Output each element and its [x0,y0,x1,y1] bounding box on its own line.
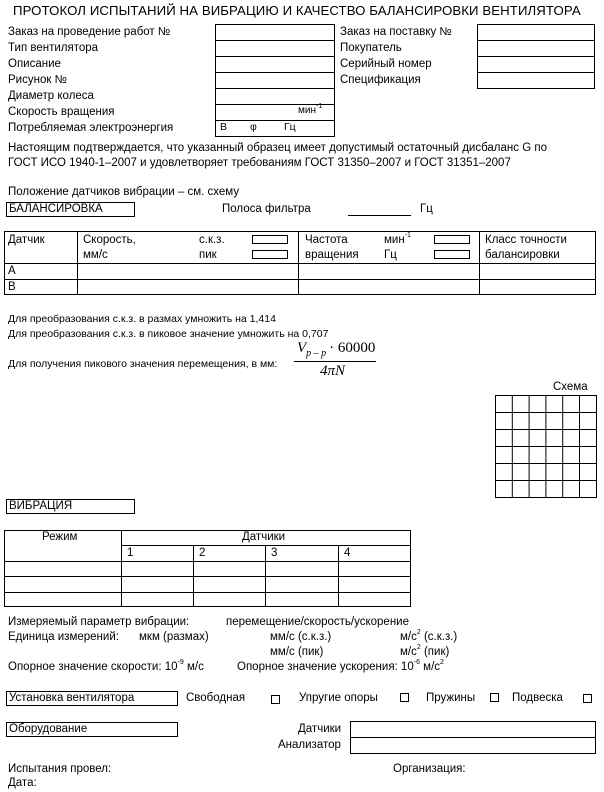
fan-type-input[interactable] [216,41,335,57]
certification-line-2: ГОСТ ИСО 1940-1–2007 и удовлетворяет требованиям ГОСТ 31350–2007 и ГОСТ 31351–2007 [8,157,511,169]
freq-rpm-checkbox[interactable] [434,235,470,244]
right-input-column [477,24,595,89]
reference-acceleration: Опорное значение ускорения: $10^{-6}$ $м/с^2$ [237,659,444,673]
unit-mms-rms: мм/с (с.к.з.) [270,631,332,643]
filter-band-unit: Гц [420,203,433,215]
field-label-supply-order: Заказ на поставку № [340,26,452,38]
speed-peak-label: пик [199,249,217,261]
formula-fraction-bar [294,361,376,362]
field-label-speed: Скорость вращения [8,106,115,118]
mounting-option-springs-checkbox[interactable] [490,693,499,702]
row-a-label: A [8,265,16,277]
filter-band-input[interactable] [348,215,411,216]
equipment-analyzer-input[interactable] [351,738,596,754]
vibration-header-label: ВИБРАЦИЯ [9,500,73,512]
unit-ms2-peak: $м/с^2$ (пик) [400,644,450,658]
field-label-description: Описание [8,58,61,70]
field-label-serial: Серийный номер [340,58,432,70]
field-label-buyer: Покупатель [340,42,402,54]
equipment-inputs [350,721,596,754]
page-title: ПРОТОКОЛ ИСПЫТАНИЙ НА ВИБРАЦИЮ И КАЧЕСТВО БАЛАНСИРОВКИ ВЕНТИЛЯТОРА [13,3,581,18]
col-sensor-header: Датчик [8,234,45,246]
specification-input[interactable] [478,73,595,89]
field-label-work-order: Заказ на проведение работ № [8,26,171,38]
unit-mms-peak: мм/с (пик) [270,646,324,658]
formula-numerator: $V_{p - p} \cdot 60000$ [297,340,376,359]
mounting-option-free-label: Свободная [186,692,246,704]
measured-param-label: Измеряемый параметр вибрации: [8,616,190,628]
col-speed-header-1: Скорость, [83,234,136,246]
field-label-power: Потребляемая электроэнергия [8,122,174,134]
description-input[interactable] [216,57,335,73]
units-label: Единица измерений: [8,631,119,643]
balancing-header [6,202,135,217]
mounting-header [6,691,178,706]
power-input[interactable] [216,121,335,137]
scheme-label: Схема [553,381,588,393]
field-label-fan-type: Тип вентилятора [8,42,99,54]
certification-line-1: Настоящим подтверждается, что указанный образец имеет допустимый остаточный дисбаланс G по [8,142,547,154]
speed-rms-label: с.к.з. [199,234,225,246]
equipment-header [6,722,178,737]
unit-mkm: мкм (размах) [139,631,209,643]
mounting-option-elastic-label: Упругие опоры [299,692,378,704]
mounting-option-free-checkbox[interactable] [271,695,280,704]
col-speed-header-2: мм/с [83,249,108,261]
mounting-option-suspension-checkbox[interactable] [583,694,592,703]
date-label: Дата: [8,777,37,789]
conversion-note-1: Для преобразования с.к.з. в размах умножить на 1,414 [8,313,276,325]
organization-label: Организация: [393,763,466,775]
balancing-header-label: БАЛАНСИРОВКА [9,203,103,215]
mounting-option-suspension-label: Подвеска [512,692,563,704]
sensors-header: Датчики [242,531,286,543]
speed-rms-checkbox[interactable] [252,235,288,244]
field-label-wheel-diameter: Диаметр колеса [8,90,94,102]
sensor-position-note: Положение датчиков вибрации – см. схему [8,186,240,198]
formula-denominator: 4πN [320,363,346,379]
sensor-number-2: 2 [199,547,206,559]
conversion-note-3: Для получения пикового значения перемещения, в мм: [8,358,278,370]
conversion-note-2: Для преобразования с.к.з. в пиковое значение умножить на 0,707 [8,328,329,340]
unit-ms2-rms: $м/с^2$ (с.к.з.) [400,629,458,643]
col-freq-header-1: Частота [305,234,348,246]
reference-speed: Опорное значение скорости: $10^{-9}$ м/с [8,659,204,673]
sensor-number-3: 3 [271,547,278,559]
buyer-input[interactable] [478,41,595,57]
vibration-header [6,499,135,514]
work-order-input[interactable] [216,25,335,41]
field-label-specification: Спецификация [340,74,421,86]
measured-param-value: перемещение/скорость/ускорение [226,616,410,628]
sensor-number-4: 4 [344,547,351,559]
serial-input[interactable] [478,57,595,73]
filter-band-label: Полоса фильтра [222,203,311,215]
equipment-analyzer-label: Анализатор [278,739,341,751]
equipment-sensors-label: Датчики [298,723,342,735]
scheme-grid[interactable] [495,395,597,498]
sensor-number-1: 1 [127,547,134,559]
tested-by-label: Испытания провел: [8,763,112,775]
freq-hz-checkbox[interactable] [434,250,470,259]
col-class-header-1: Класс точности [485,234,567,246]
power-unit-phi: φ [250,121,257,133]
freq-unit-rpm: мин$^{-1}$ [384,232,411,246]
mounting-header-label: Установка вентилятора [9,692,135,704]
supply-order-input[interactable] [478,25,595,41]
col-class-header-2: балансировки [485,249,560,261]
equipment-sensors-input[interactable] [351,722,596,738]
mounting-option-springs-label: Пружины [426,692,476,704]
power-unit-v: В [220,121,228,133]
drawing-input[interactable] [216,73,335,89]
col-freq-header-2: вращения [305,249,359,261]
freq-unit-hz: Гц [384,249,397,261]
speed-unit: мин$^{-1}$ [298,102,323,116]
left-input-column [215,24,335,137]
mode-header: Режим [42,531,78,543]
speed-peak-checkbox[interactable] [252,250,288,259]
field-label-drawing: Рисунок № [8,74,67,86]
row-b-label: B [8,281,16,293]
power-unit-hz: Гц [284,121,296,133]
mounting-option-elastic-checkbox[interactable] [400,693,409,702]
equipment-header-label: Оборудование [9,723,88,735]
